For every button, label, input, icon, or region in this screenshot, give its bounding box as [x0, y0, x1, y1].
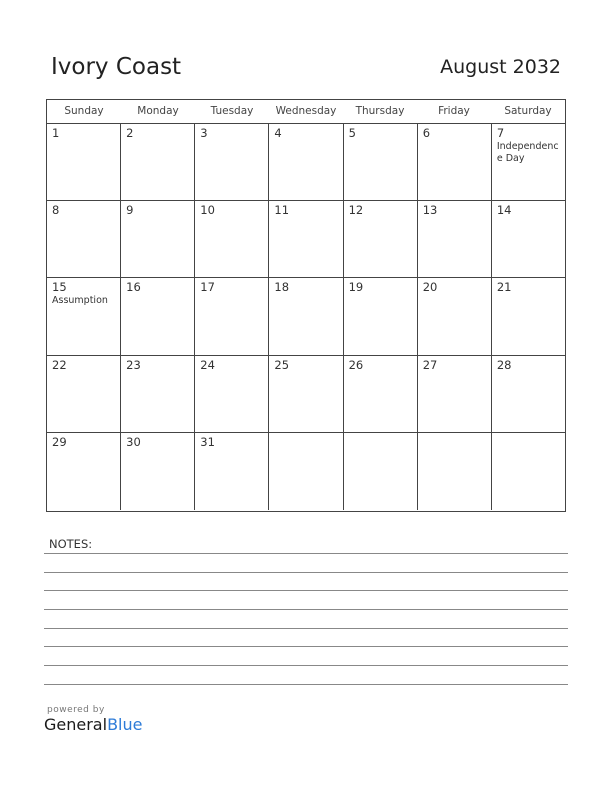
day-cell [418, 356, 492, 432]
note-line [44, 590, 568, 591]
day-number: 25 [274, 357, 290, 372]
note-line [44, 609, 568, 610]
note-line [44, 646, 568, 647]
week-row [47, 124, 565, 201]
day-number: 11 [274, 203, 290, 218]
day-cell [47, 278, 121, 354]
day-number: 31 [200, 434, 215, 449]
page-title-country: Ivory Coast [51, 54, 182, 80]
day-number: 20 [422, 280, 438, 295]
day-cell [269, 278, 343, 354]
weekday-wednesday: Wednesday [275, 105, 337, 117]
day-number: 26 [348, 357, 364, 372]
brand-blue: Blue [107, 715, 143, 734]
day-cell [121, 278, 195, 354]
brand-general: General [44, 715, 108, 734]
note-line [44, 572, 568, 573]
day-cell [121, 124, 195, 200]
day-cell [195, 201, 269, 277]
weekday-friday: Friday [438, 105, 470, 117]
day-number: 12 [348, 203, 364, 218]
day-number: 7 [496, 126, 505, 140]
brand-logo [44, 715, 142, 734]
holiday-label: Assumption [52, 295, 108, 307]
note-line [44, 684, 568, 685]
day-number: 19 [348, 280, 364, 295]
day-number: 29 [52, 434, 67, 449]
day-cell [121, 201, 195, 277]
page-title-month: August 2032 [440, 56, 561, 78]
day-number: 8 [52, 203, 60, 218]
day-cell [492, 356, 565, 432]
day-number: 14 [496, 203, 512, 218]
day-cell [344, 201, 418, 277]
notes-label: NOTES: [49, 537, 93, 551]
day-number: 17 [200, 280, 215, 295]
day-number: 2 [126, 126, 134, 140]
calendar-grid [46, 99, 566, 512]
day-cell [269, 433, 343, 510]
note-line [44, 665, 568, 666]
day-number: 30 [126, 434, 141, 449]
day-cell [195, 356, 269, 432]
weekday-saturday: Saturday [504, 105, 552, 117]
day-number: 10 [200, 203, 215, 218]
day-cell [121, 433, 195, 510]
day-cell [121, 356, 195, 432]
weekday-monday: Monday [137, 105, 179, 117]
day-number: 3 [200, 126, 208, 140]
day-cell [418, 433, 492, 510]
day-number: 27 [422, 357, 438, 372]
day-cell [47, 124, 121, 200]
weekday-tuesday: Tuesday [210, 105, 254, 117]
day-cell [492, 278, 565, 354]
day-cell [269, 356, 343, 432]
day-number: 18 [274, 280, 290, 295]
day-cell [344, 124, 418, 200]
day-cell [418, 201, 492, 277]
weekday-thursday: Thursday [355, 105, 405, 117]
day-number: 13 [422, 203, 438, 218]
day-number: 15 [52, 280, 67, 295]
week-row [47, 356, 565, 433]
day-cell [492, 201, 565, 277]
day-cell [492, 433, 565, 510]
day-cell [47, 356, 121, 432]
day-number: 22 [52, 357, 67, 372]
day-cell [195, 124, 269, 200]
day-cell [195, 278, 269, 354]
day-number: 4 [274, 126, 282, 140]
week-row [47, 433, 565, 510]
day-number: 21 [496, 280, 512, 295]
footer-logo [44, 705, 142, 734]
note-line [44, 553, 568, 554]
day-number: 23 [126, 357, 141, 372]
holiday-label: Independence Day [496, 141, 559, 164]
weekday-sunday: Sunday [64, 105, 104, 117]
day-number: 5 [348, 126, 356, 140]
weekday-header-row [47, 100, 565, 124]
week-row [47, 278, 565, 355]
day-cell [47, 433, 121, 510]
powered-by-text: powered by [47, 705, 105, 715]
day-number: 1 [52, 126, 60, 140]
day-number: 9 [126, 203, 134, 218]
day-number: 16 [126, 280, 141, 295]
day-cell [47, 201, 121, 277]
day-cell [195, 433, 269, 510]
day-cell [269, 201, 343, 277]
weeks-container [47, 124, 565, 510]
day-cell [344, 433, 418, 510]
day-number: 6 [422, 126, 431, 140]
week-row [47, 201, 565, 278]
day-cell [344, 356, 418, 432]
note-line [44, 628, 568, 629]
day-number: 28 [496, 357, 512, 372]
day-cell [418, 124, 492, 200]
day-number: 24 [200, 357, 215, 372]
day-cell [269, 124, 343, 200]
day-cell [344, 278, 418, 354]
day-cell [492, 124, 565, 200]
day-cell [418, 278, 492, 354]
